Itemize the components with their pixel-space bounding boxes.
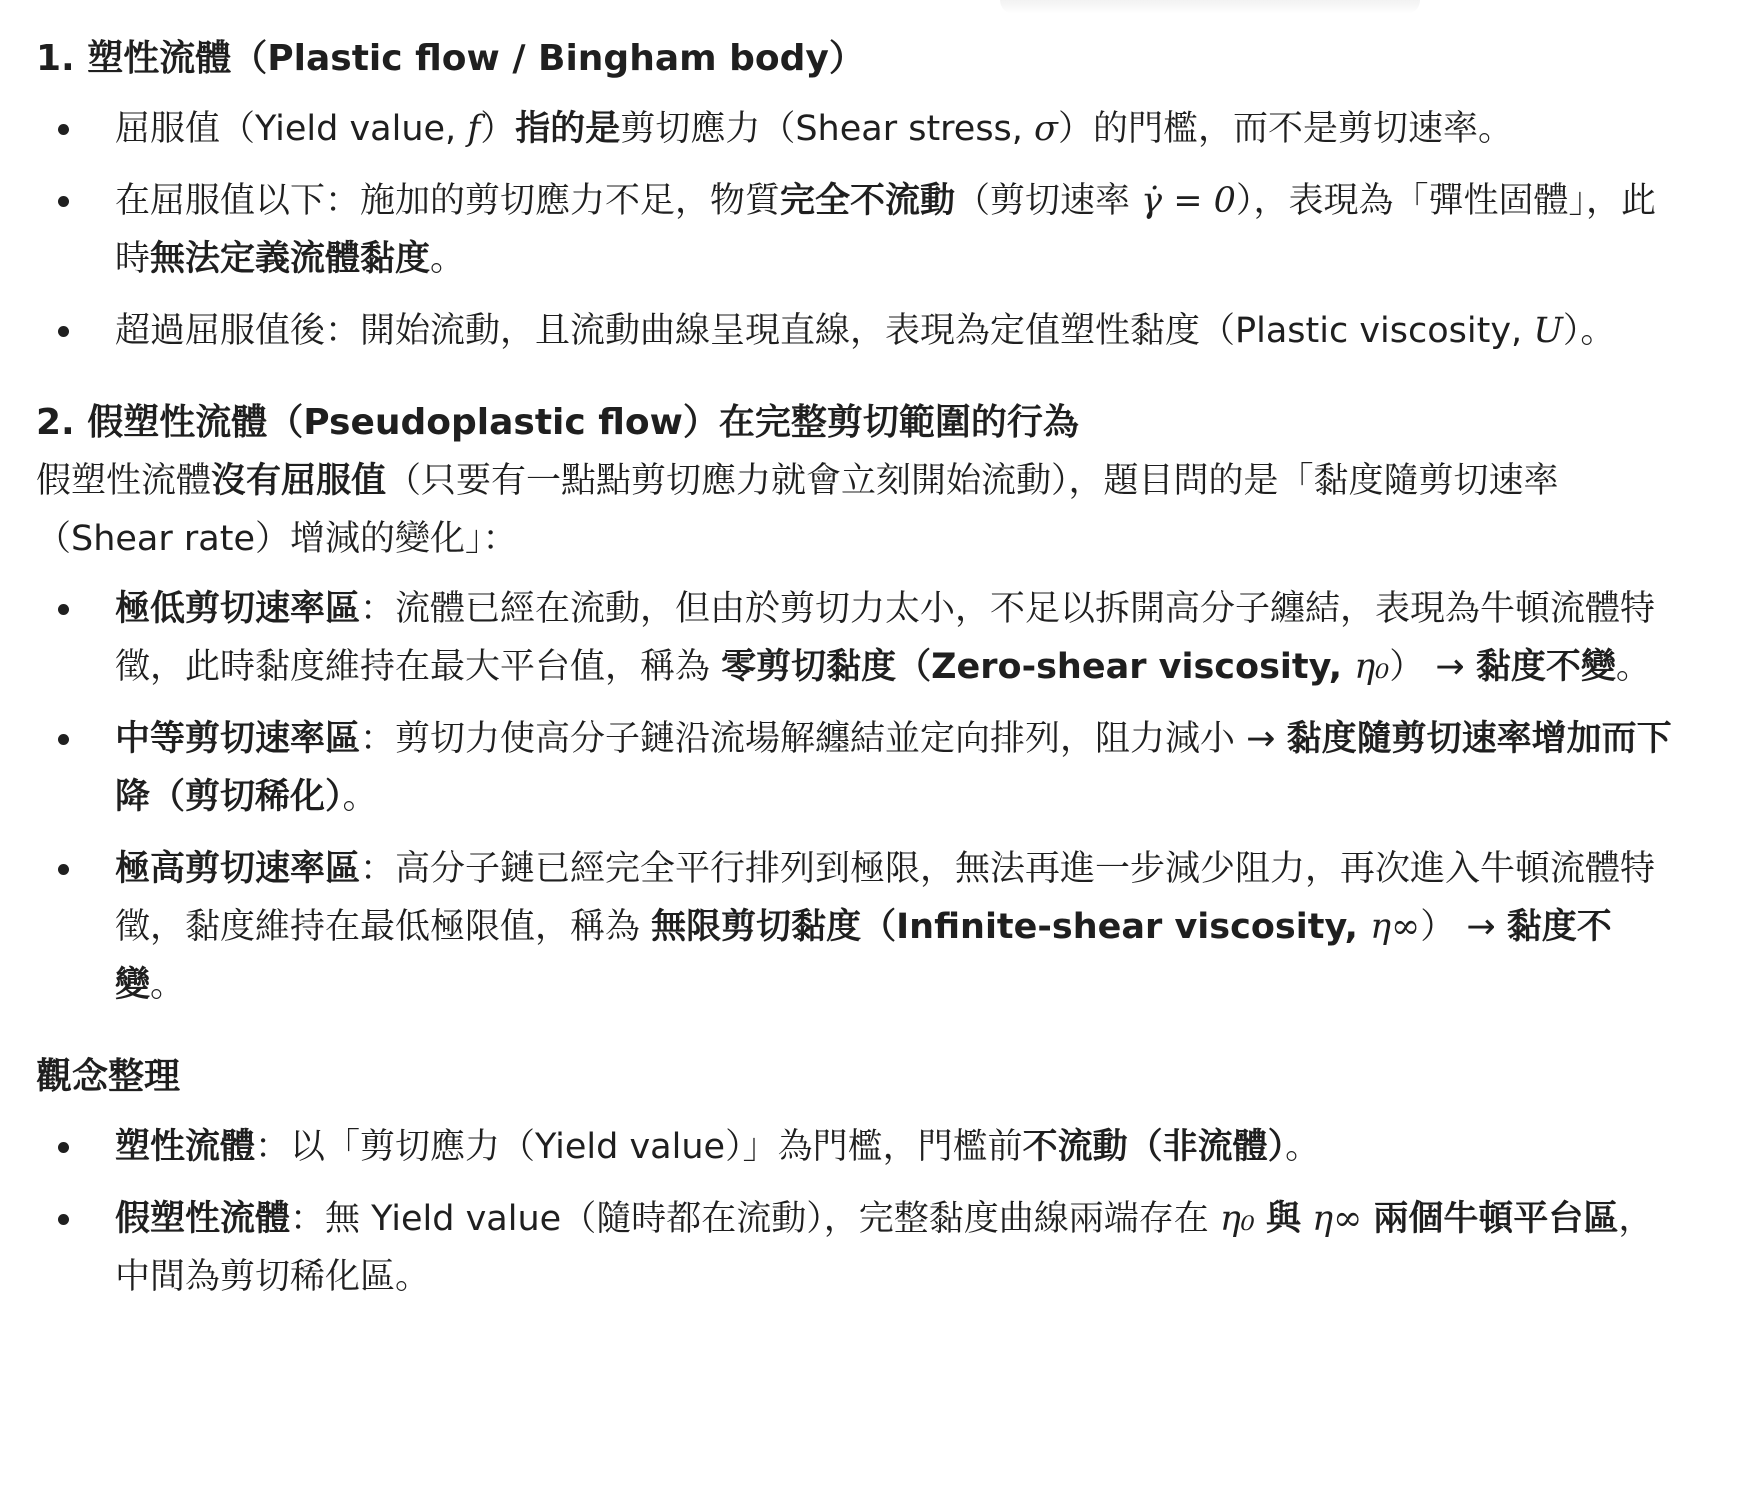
list-item: 塑性流體：以「剪切應力（Yield value）」為門檻，門檻前不流動（非流體）。	[36, 1118, 1676, 1176]
section-1-list	[36, 100, 1676, 360]
list-item: 假塑性流體：無 Yield value（隨時都在流動），完整黏度曲線兩端存在 η₀ 與 η∞ 兩個牛頓平台區，中間為剪切稀化區。	[36, 1190, 1676, 1306]
list-item: 超過屈服值後：開始流動，且流動曲線呈現直線，表現為定值塑性黏度（Plastic viscosity, U）。	[36, 302, 1676, 360]
list-item: 屈服值（Yield value, f）指的是剪切應力（Shear stress, σ）的門檻，而不是剪切速率。	[36, 100, 1676, 158]
list-item: 在屈服值以下：施加的剪切應力不足，物質完全不流動（剪切速率 γ̇ = 0），表現為「彈性固體」，此時無法定義流體黏度。	[36, 172, 1676, 288]
section-2-heading: 2. 假塑性流體（Pseudoplastic flow）在完整剪切範圍的行為	[36, 402, 1079, 443]
top-shadow	[1000, 0, 1420, 14]
section-3-heading: 觀念整理	[36, 1056, 181, 1097]
section-2-list	[36, 580, 1676, 1014]
section-3-list	[36, 1118, 1676, 1306]
document-content	[36, 30, 1676, 1320]
section-2-intro: 假塑性流體沒有屈服值（只要有一點點剪切應力就會立刻開始流動），題目問的是「黏度隨剪切速率（Shear rate）增減的變化」：	[36, 461, 1559, 559]
list-item: 極低剪切速率區：流體已經在流動，但由於剪切力太小，不足以拆開高分子纏結，表現為牛頓流體特徵，此時黏度維持在最大平台值，稱為 零剪切黏度（Zero-shear viscosity, η₀） → 黏度不變。	[36, 580, 1676, 696]
list-item: 中等剪切速率區：剪切力使高分子鏈沿流場解纏結並定向排列，阻力減小 → 黏度隨剪切速率增加而下降（剪切稀化）。	[36, 710, 1676, 826]
section-1-heading: 1. 塑性流體（Plastic flow / Bingham body）	[36, 38, 865, 79]
list-item: 極高剪切速率區：高分子鏈已經完全平行排列到極限，無法再進一步減少阻力，再次進入牛頓流體特徵，黏度維持在最低極限值，稱為 無限剪切黏度（Infinite-shear viscosity, η∞） → 黏度不變。	[36, 840, 1676, 1014]
